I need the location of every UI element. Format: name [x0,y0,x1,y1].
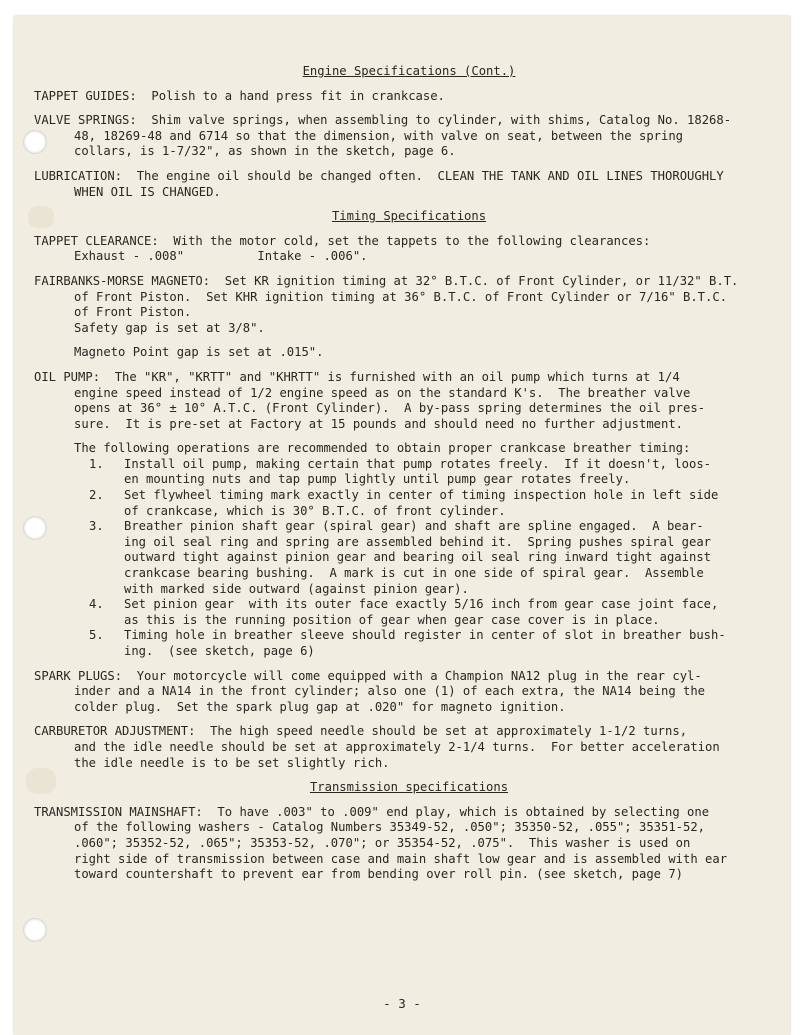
carburetor-line: CARBURETOR ADJUSTMENT: The high speed needle should be set at approximately 1-1/2 turns, [34,724,688,739]
carburetor-line: the idle needle is to be set slightly rich. [74,755,390,770]
oil-pump-line: opens at 36° ± 10° A.T.C. (Front Cylinder). A by-pass spring determines the oil pres- [74,401,706,416]
carburetor-section [34,724,784,771]
step-line: en mounting nuts and tap pump lightly until pump gear rotates freely. [124,472,631,487]
magneto-line: Safety gap is set at 3/8". [74,320,265,335]
list-item [89,519,784,597]
valve-springs-line: 48, 18269-48 and 6714 so that the dimension, with valve on seat, between the spring [74,128,684,143]
mainshaft-line: .060"; 35352-52, .065"; 35353-52, .070"; or 35354-52, .075". This washer is used on [74,835,691,850]
transmission-mainshaft-section [34,805,784,883]
valve-springs-line: VALVE SPRINGS: Shim valve springs, when assembling to cylinder, with shims, Catalog No. 18268- [34,113,732,128]
tappet-clearance-line: Exhaust - .008" Intake - .006". [74,249,368,264]
magneto-section [34,274,784,361]
step-number: 2. [89,488,104,503]
spark-plugs-line: colder plug. Set the spark plug gap at .020" for magneto ignition. [74,699,566,714]
step-number: 1. [89,456,104,471]
step-number: 4. [89,597,104,612]
mainshaft-line: of the following washers - Catalog Numbers 35349-52, .050"; 35350-52, .055"; 35351-52, [74,820,706,835]
lubrication-section [34,169,784,200]
lubrication-line: LUBRICATION: The engine oil should be changed often. CLEAN THE TANK AND OIL LINES THOROUGHLY [34,168,724,183]
oil-pump-line: OIL PUMP: The "KR", "KRTT" and "KHRTT" is furnished with an oil pump which turns at 1/4 [34,369,680,384]
step-number: 5. [89,628,104,643]
mainshaft-line: right side of transmission between case and main shaft low gear and is assembled with ear [74,851,728,866]
step-line: crankcase bearing bushing. A mark is cut in one side of spiral gear. Assemble [124,566,704,581]
heading-engine-specifications: Engine Specifications (Cont.) [302,64,516,78]
list-item [89,628,784,659]
step-line: outward tight against pinion gear and bearing oil seal ring inward tight against [124,550,711,565]
step-line: Set pinion gear with its outer face exactly 5/16 inch from gear case joint face, [124,597,719,612]
magneto-line: of Front Piston. Set KHR ignition timing at 36° B.T.C. of Front Cylinder or 7/16" B.T.C. [74,289,728,304]
step-line: Install oil pump, making certain that pump rotates freely. If it doesn't, loos- [124,456,711,471]
valve-springs-section [34,113,784,160]
tappet-clearance-line: TAPPET CLEARANCE: With the motor cold, set the tappets to the following clearances: [34,233,651,248]
document-page [14,16,790,1035]
step-line: Timing hole in breather sleeve should register in center of slot in breather bush- [124,628,726,643]
list-item [89,597,784,628]
valve-springs-line: collars, is 1-7/32", as shown in the sketch, page 6. [74,144,456,159]
tappet-guides-text: TAPPET GUIDES: Polish to a hand press fit in crankcase. [34,88,445,103]
punch-hole-bottom [23,918,47,942]
mainshaft-line: toward countershaft to prevent ear from bending over roll pin. (see sketch, page 7) [74,867,684,882]
step-line: as this is the running position of gear when gear case cover is in place. [124,612,660,627]
spark-plugs-line: SPARK PLUGS: Your motorcycle will come equipped with a Champion NA12 plug in the rear cyl- [34,668,702,683]
oil-pump-line: engine speed instead of 1/2 engine speed as on the standard K's. The breather valve [74,385,691,400]
lubrication-line: WHEN OIL IS CHANGED. [74,184,221,199]
step-line: ing oil seal ring and spring are assembled behind it. Spring pushes spiral gear [124,534,711,549]
step-line: of crankcase, which is 30° B.T.C. of front cylinder. [124,503,506,518]
step-line: Breather pinion shaft gear (spiral gear) and shaft are spline engaged. A bear- [124,519,704,534]
spark-plugs-section [34,669,784,716]
heading-transmission-specifications: Transmission specifications [309,780,509,795]
heading-timing-specifications: Timing Specifications [331,209,487,224]
oil-pump-line: sure. It is pre-set at Factory at 15 pounds and should need no further adjustment. [74,416,684,431]
magneto-line: of Front Piston. [74,305,192,320]
mainshaft-line: TRANSMISSION MAINSHAFT: To have .003" to .009" end play, which is obtained by selecting one [34,804,710,819]
step-line: with marked side outward (against pinion gear). [124,581,469,596]
page-number: - 3 - [383,996,421,1011]
spark-plugs-line: inder and a NA14 in the front cylinder; also one (1) of each extra, the NA14 being the [74,684,706,699]
step-number: 3. [89,519,104,534]
carburetor-line: and the idle needle should be set at approximately 2-1/4 turns. For better acceleration [74,739,720,754]
breather-timing-steps [34,457,784,660]
list-item [89,488,784,519]
step-line: Set flywheel timing mark exactly in center of timing inspection hole in left side [124,488,719,503]
step-line: ing. (see sketch, page 6) [124,644,315,658]
magneto-line: FAIRBANKS-MORSE MAGNETO: Set KR ignition timing at 32° B.T.C. of Front Cylinder, or 11/32" B.T. [34,273,739,288]
breather-timing-intro: The following operations are recommended to obtain proper crankcase breather timing: [74,441,691,456]
magneto-line: Magneto Point gap is set at .015". [74,345,324,360]
tappet-clearance-section [34,234,784,265]
oil-pump-section [34,370,784,660]
list-item [89,457,784,488]
document-body [34,64,784,883]
